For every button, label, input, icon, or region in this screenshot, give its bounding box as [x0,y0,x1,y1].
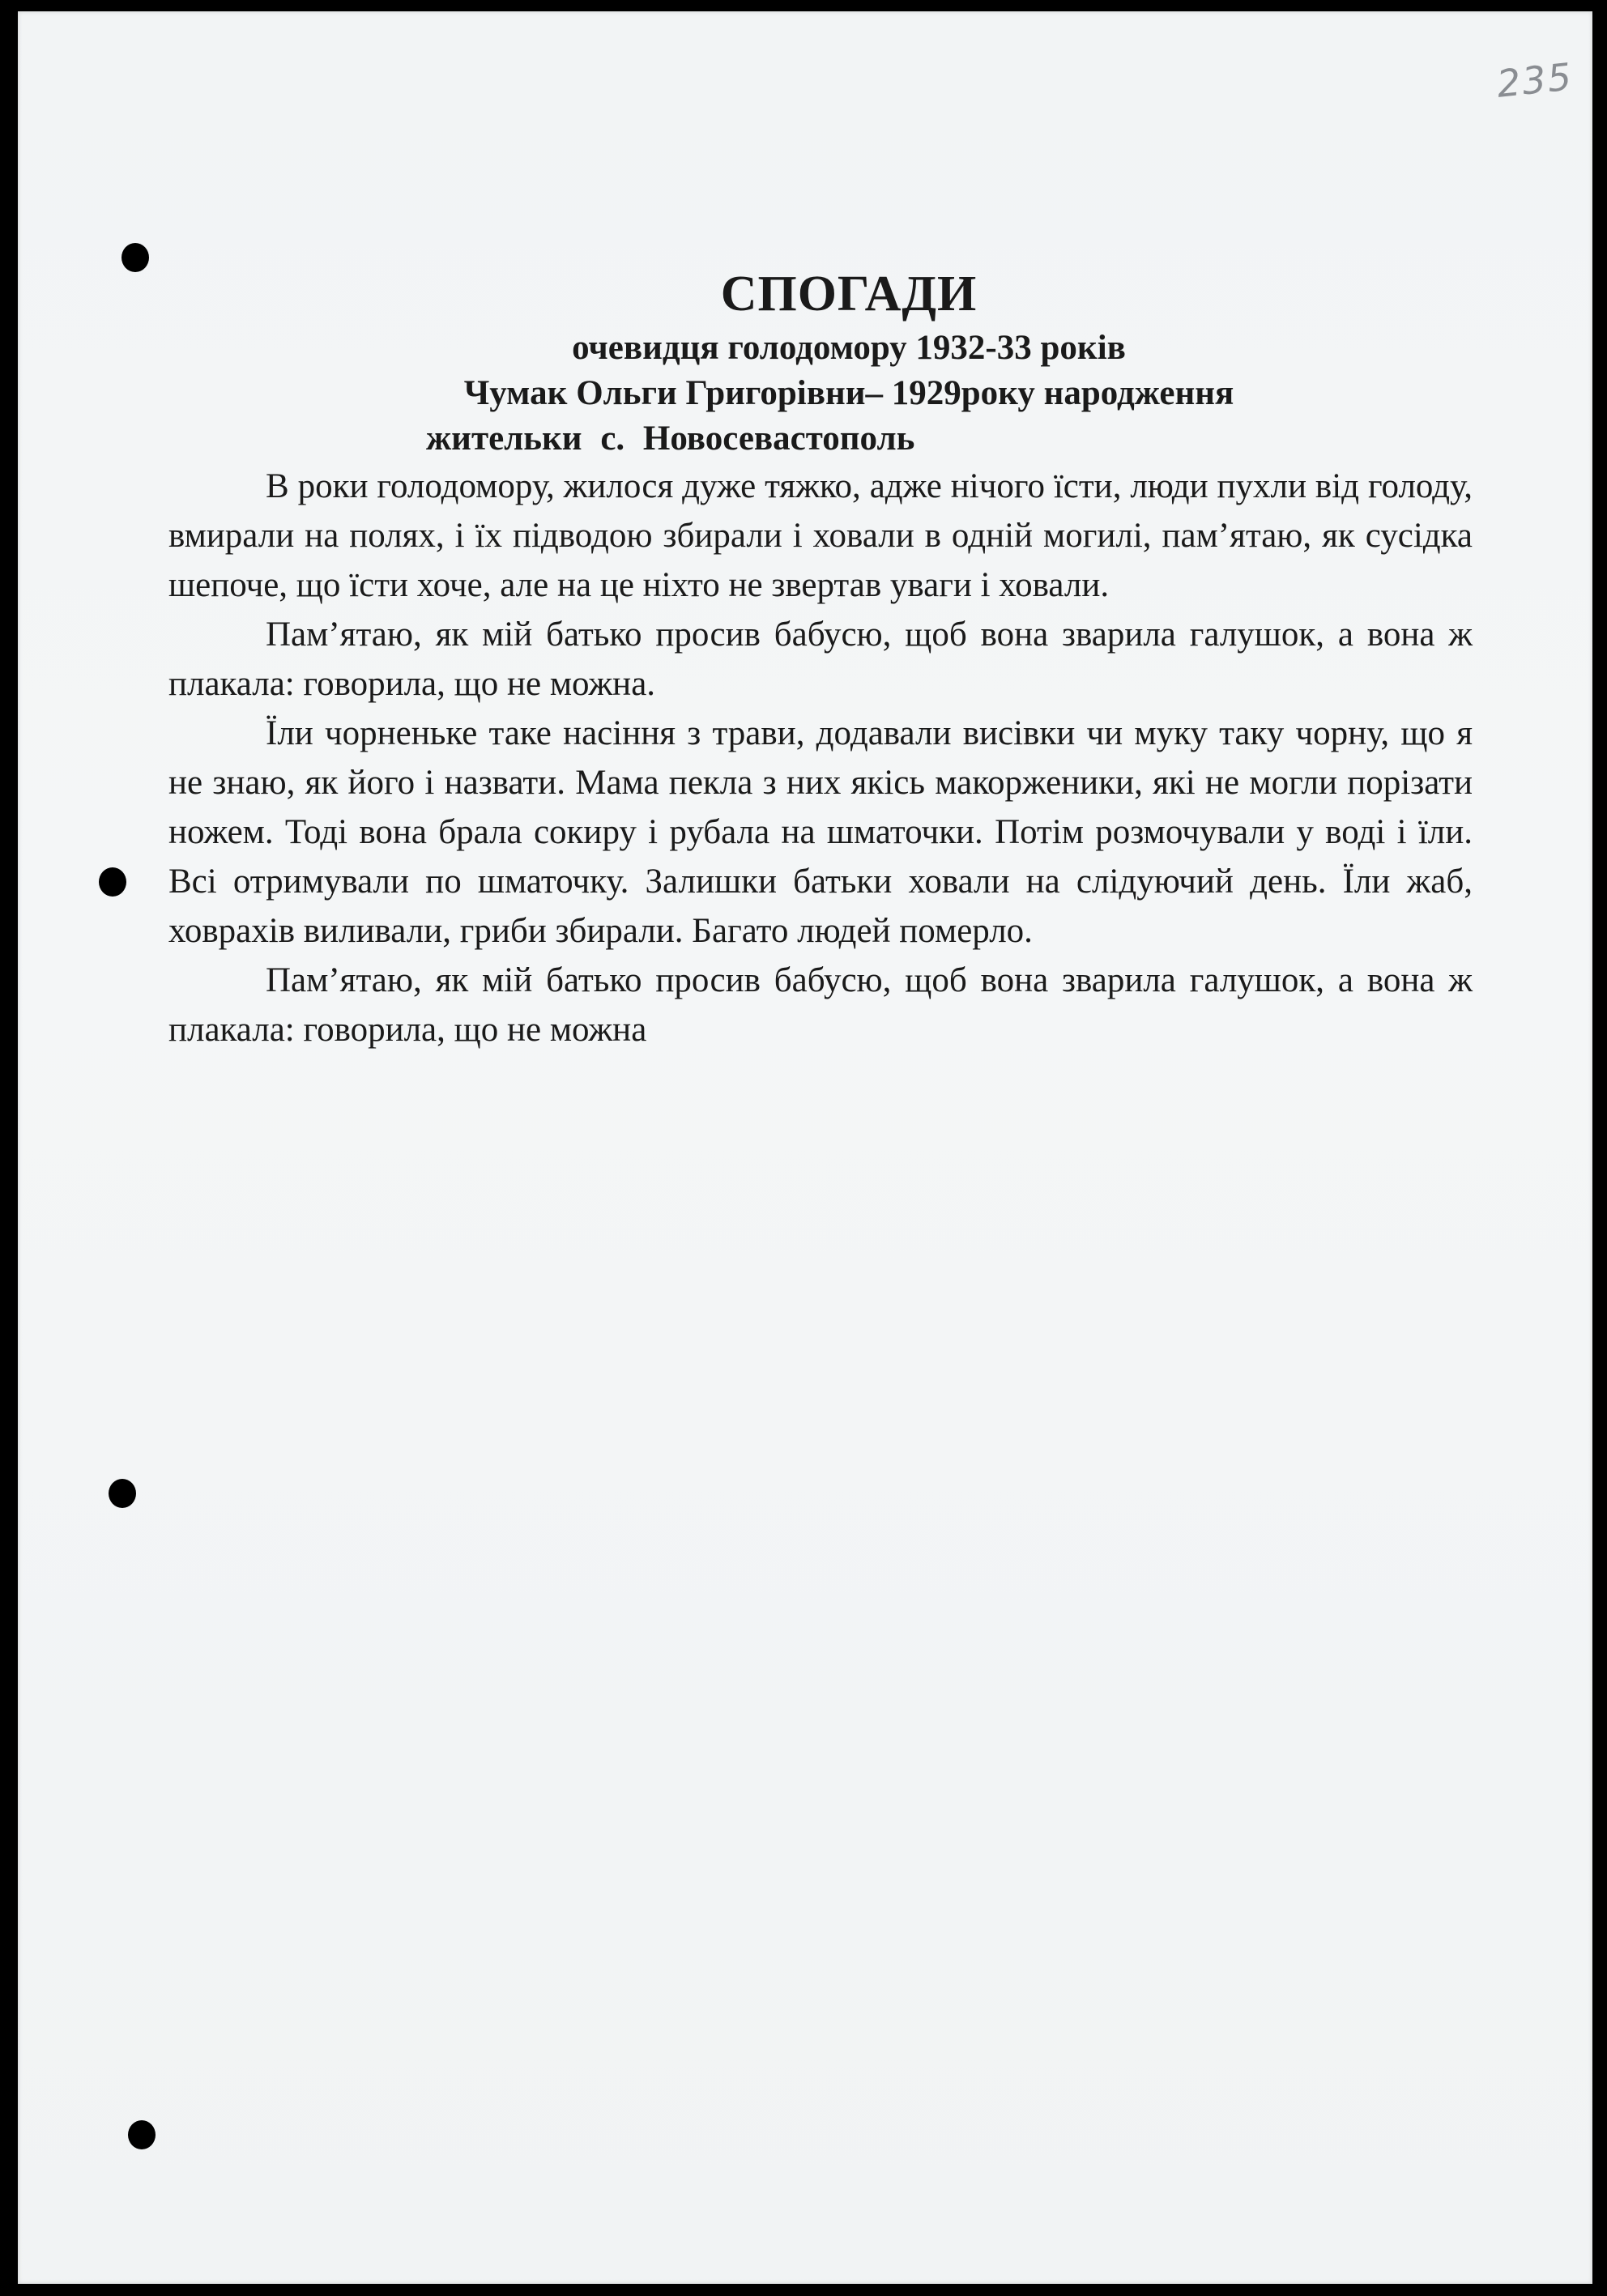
document-page [18,11,1592,2284]
document-title: СПОГАДИ [720,266,978,322]
paragraph: Їли чорненьке таке насіння з трави, додавали висівки чи муку таку чорну, що я не знаю, як його і назвати. Мама пекла з них якісь макорженики, які не могли порізати ножем. Тоді вона брала сокиру і рубала на шматочки. Потім розмочували у воді і їли. Всі отримували по шматочку. Залишки батьки ховали на слідуючий день. Їли жаб, ховрахів виливали, гриби збирали. Багато людей померло. [168,714,1473,950]
handwritten-page-number: 235 [1494,54,1575,106]
document-body [168,462,1473,1054]
paragraph: Пам’ятаю, як мій батько просив бабусю, щоб вона зварила галушок, а вона ж плакала: говорила, що не можна [168,961,1473,1049]
punch-hole [128,2120,156,2149]
punch-hole [109,1479,136,1508]
subtitle-line-3: жительки с. Новосевастополь [426,420,915,458]
document-content [168,262,1473,1054]
punch-hole [99,867,126,897]
punch-hole [121,243,149,272]
subtitle-line-2: Чумак Ольги Григорівни– 1929року народження [463,374,1234,412]
paragraph: Пам’ятаю, як мій батько просив бабусю, щоб вона зварила галушок, а вона ж плакала: говорила, що не можна. [168,616,1473,703]
subtitle-line-1: очевидця голодомору 1932-33 років [572,329,1126,367]
paragraph: В роки голодомору, жилося дуже тяжко, адже нічого їсти, люди пухли від голоду, вмирали на полях, і їх підводою збирали і ховали в одній могилі, пам’ятаю, як сусідка шепоче, що їсти хоче, але на це ніхто не звертав уваги і ховали. [168,467,1473,604]
